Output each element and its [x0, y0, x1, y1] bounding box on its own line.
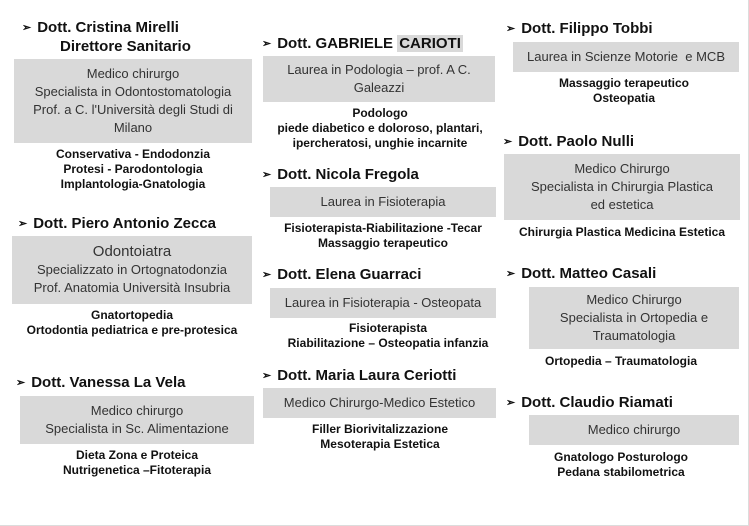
specialty-line: Chirurgia Plastica Medicina Estetica: [518, 225, 726, 239]
doctor-name-carioti: [262, 35, 463, 53]
specialty-line: piede diabetico e doloroso, plantari,: [277, 121, 483, 135]
qualification-box: [263, 56, 495, 102]
doctor-name-zecca: [18, 215, 216, 233]
doctor-name-text: Dott. Elena Guarraci: [277, 266, 422, 283]
doctor-name-riamati: [506, 394, 673, 412]
qualification-box: [20, 396, 254, 444]
qualification-box: [263, 388, 496, 418]
specialty-line: Ortodontia pediatrica e pre-protesica: [26, 323, 238, 337]
highlighted-surname: CARIOTI: [399, 35, 461, 52]
doctor-name-guarraci: [262, 266, 421, 284]
qualification-line: Galeazzi: [353, 80, 405, 95]
specialty-line: Massaggio terapeutico: [558, 76, 690, 90]
specialties: [529, 354, 713, 369]
arrow-bullet-icon: ➢: [22, 22, 32, 34]
arrow-bullet-icon: ➢: [262, 370, 272, 382]
qualification-line: Odontoiatra: [92, 243, 172, 260]
qualification-box: [504, 154, 740, 220]
arrow-bullet-icon: ➢: [262, 169, 272, 181]
doctor-name-fregola: [262, 166, 419, 184]
qualification-line: Milano: [113, 120, 153, 135]
doctor-name-mirelli: [22, 19, 179, 37]
qualification-line: Medico chirurgo: [86, 66, 180, 81]
doctor-name-text: Dott. Cristina Mirelli: [37, 19, 179, 36]
specialties: [262, 422, 498, 452]
doctor-name-ceriotti: [262, 367, 456, 385]
arrow-bullet-icon: ➢: [503, 136, 513, 148]
arrow-bullet-icon: ➢: [506, 23, 516, 35]
qualification-line: Laurea in Scienze Motorie e MCB: [527, 49, 725, 64]
specialty-line: Gnatortopedia: [90, 308, 173, 322]
specialty-line: Podologo: [352, 106, 408, 120]
doctor-name-text: Dott. Claudio Riamati: [521, 394, 673, 411]
specialties: [262, 106, 498, 151]
specialty-line: Nutrigenetica –Fitoterapia: [62, 463, 212, 477]
doctor-name-text: Dott. Filippo Tobbi: [521, 20, 653, 37]
doctor-name-text: Dott. Nicola Fregola: [277, 166, 419, 183]
arrow-bullet-icon: ➢: [506, 397, 516, 409]
doctor-name-tobbi: [506, 20, 653, 38]
qualification-line: Laurea in Fisioterapia: [320, 194, 446, 209]
qualification-line: Medico chirurgo: [587, 422, 681, 437]
specialty-line: Mesoterapia Estetica: [320, 437, 440, 451]
specialties: [504, 225, 740, 240]
specialty-line: Protesi - Parodontologia: [63, 162, 203, 176]
qualification-line: Prof. a C. l'Università degli Studi di: [33, 102, 233, 117]
specialties: [262, 221, 504, 251]
doctor-name-nulli: [503, 133, 634, 151]
qualification-box: [513, 42, 739, 72]
qualification-box: [270, 187, 496, 217]
qualification-box: [14, 59, 252, 143]
specialties: [529, 450, 713, 480]
specialty-line: Dieta Zona e Proteica: [75, 448, 199, 462]
specialty-line: Osteopatia: [592, 91, 655, 105]
specialty-line: Fisioterapista: [348, 321, 428, 335]
qualification-line: Prof. Anatomia Università Insubria: [33, 280, 231, 295]
specialty-line: Implantologia-Gnatologia: [60, 177, 206, 191]
specialty-line: Conservativa - Endodonzia: [55, 147, 211, 161]
qualification-line: Traumatologia: [592, 328, 676, 343]
specialty-line: Massaggio terapeutico: [317, 236, 449, 250]
doctor-name-text: Dott. Vanessa La Vela: [31, 374, 186, 391]
specialties: [14, 147, 252, 192]
qualification-line: Laurea in Podologia – prof. A C.: [287, 62, 471, 77]
specialty-line: Riabilitazione – Osteopatia infanzia: [287, 336, 489, 350]
qualification-line: Medico Chirurgo: [574, 161, 670, 176]
qualification-box: [529, 415, 739, 445]
qualification-box: [529, 287, 739, 349]
qualification-line: Medico Chirurgo-Medico Estetico: [283, 395, 476, 410]
doctor-name-text: Dott. Matteo Casali: [521, 265, 657, 282]
specialty-line: Filler Biorivitalizzazione: [311, 422, 449, 436]
qualification-line: Specialista in Odontostomatologia: [34, 84, 232, 99]
qualification-box: [270, 288, 496, 318]
qualification-line: Medico Chirurgo: [586, 292, 682, 307]
specialty-line: Gnatologo Posturologo: [554, 450, 688, 464]
doctor-name-text: Dott. Maria Laura Ceriotti: [277, 367, 457, 384]
doctor-name-text: Dott. GABRIELE: [277, 35, 398, 52]
qualification-line: Specialista in Chirurgia Plastica: [530, 179, 714, 194]
qualification-line: Laurea in Fisioterapia - Osteopata: [284, 295, 482, 310]
specialties: [10, 308, 254, 338]
qualification-line: Specialista in Sc. Alimentazione: [45, 421, 229, 436]
qualification-line: Specializzato in Ortognatodonzia: [36, 262, 228, 277]
specialty-line: ipercheratosi, unghie incarnite: [292, 136, 468, 150]
qualification-line: ed estetica: [590, 197, 654, 212]
specialty-line: Ortopedia – Traumatologia: [544, 354, 698, 368]
specialty-line: Pedana stabilometrica: [557, 465, 685, 479]
doctor-name-text: Dott. Paolo Nulli: [518, 133, 635, 150]
qualification-box: [12, 236, 252, 304]
arrow-bullet-icon: ➢: [16, 377, 26, 389]
arrow-bullet-icon: ➢: [262, 269, 272, 281]
doctor-name-casali: [506, 265, 656, 283]
doctor-subtitle: Direttore Sanitario: [60, 38, 191, 55]
qualification-line: Specialista in Ortopedia e: [559, 310, 709, 325]
qualification-line: Medico chirurgo: [90, 403, 184, 418]
specialties: [20, 448, 254, 478]
doctor-name-lavela: [16, 374, 185, 392]
arrow-bullet-icon: ➢: [262, 38, 272, 50]
arrow-bullet-icon: ➢: [18, 218, 28, 230]
specialties: [262, 321, 514, 351]
doctor-name-text: Dott. Piero Antonio Zecca: [33, 215, 217, 232]
arrow-bullet-icon: ➢: [506, 268, 516, 280]
specialties: [506, 76, 742, 106]
specialty-line: Fisioterapista-Riabilitazione -Tecar: [284, 221, 482, 235]
